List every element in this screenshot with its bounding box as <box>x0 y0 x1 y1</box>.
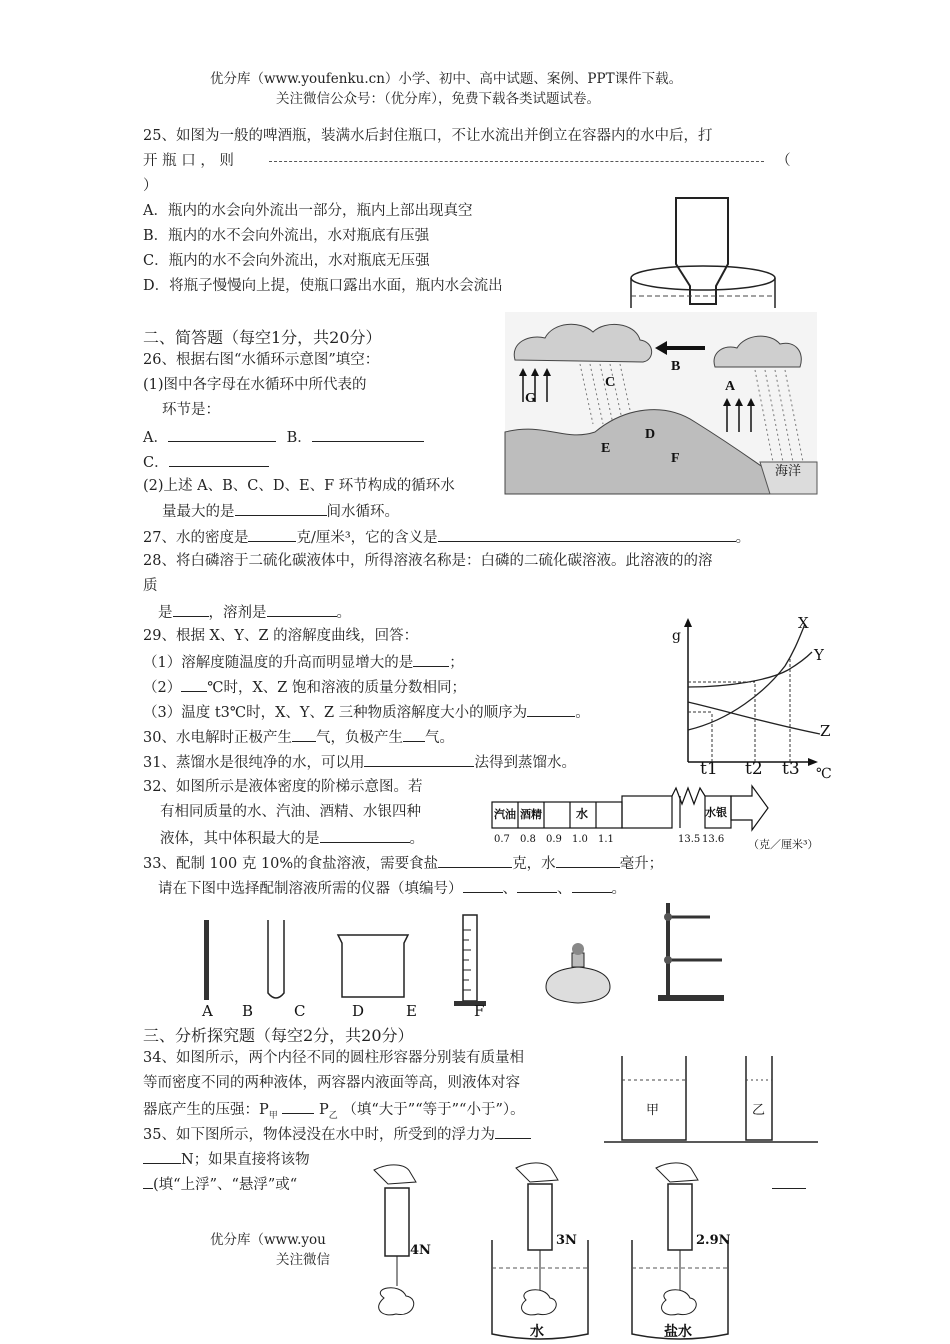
q34-sub-1: 甲 <box>268 1110 278 1121</box>
footer-line-1: 优分库（www.you <box>210 1232 326 1248</box>
curve-z <box>688 702 820 734</box>
q31-b: 法得到蒸馏水。 <box>474 755 576 771</box>
value-4: 1.1 <box>598 834 614 845</box>
q30-blank-1[interactable] <box>292 727 316 742</box>
step-break <box>672 788 705 804</box>
q35-blank-1[interactable] <box>495 1124 531 1139</box>
q26-line-3: 环节是： <box>162 402 220 418</box>
solubility-chart <box>670 612 835 782</box>
q27-b: 克/厘米³，它的含义是 <box>296 530 438 546</box>
q25-stem-2a: 开 瓶 口 ， 则 <box>143 153 234 169</box>
q35-l3: (填“上浮”、“悬浮”或“ <box>153 1177 298 1193</box>
q35-line-1 <box>143 1124 531 1144</box>
q35-blank-2[interactable] <box>143 1149 181 1164</box>
test-tube <box>268 920 284 998</box>
label-mercury: 水银 <box>705 806 727 819</box>
water-cycle-diagram <box>505 312 817 494</box>
q34-sub-2: 乙 <box>328 1110 338 1121</box>
label-jia: 甲 <box>646 1103 660 1118</box>
label-inst-a: A <box>202 1002 213 1020</box>
q25-stem-2 <box>143 152 791 170</box>
q32-blank[interactable] <box>320 828 410 843</box>
q33-inst-blank-2[interactable] <box>517 878 557 893</box>
label-inst-f: F <box>474 1002 485 1020</box>
tick-t1: t1 <box>700 759 718 779</box>
q33-sep1: 、 <box>502 881 517 897</box>
q33-salt-blank[interactable] <box>438 853 512 868</box>
q26-cycle-blank[interactable] <box>235 501 327 516</box>
q33-l2a: 请在下图中选择配制溶液所需的仪器（填编号） <box>158 881 463 897</box>
value-2: 0.9 <box>546 834 562 845</box>
q32-l3b: 。 <box>409 831 424 847</box>
q26-line-6 <box>162 501 399 521</box>
q29-line-3 <box>143 677 466 697</box>
force-label-2: 3N <box>556 1233 577 1248</box>
wc-label-f: F <box>671 451 680 466</box>
density-diagram <box>490 784 830 854</box>
iron-stand <box>658 903 724 1001</box>
label-inst-d: D <box>352 1002 365 1020</box>
q30-blank-2[interactable] <box>403 727 425 742</box>
q27 <box>143 527 750 547</box>
q27-a: 27、水的密度是 <box>143 530 249 546</box>
q25-stem-3: ） <box>143 178 158 194</box>
graduated-cylinder <box>454 915 486 1006</box>
q35-line-3 <box>143 1174 297 1194</box>
curve-label-x: X <box>798 614 809 632</box>
water-label: 水 <box>530 1324 544 1340</box>
label-inst-e: E <box>406 1002 417 1020</box>
wc-label-g: G <box>525 391 536 406</box>
q26-a-label: A． <box>143 430 168 446</box>
q31-a: 31、蒸馏水是很纯净的水，可以用 <box>143 755 365 771</box>
q35-blank-3[interactable] <box>143 1174 153 1189</box>
q29-l4a: （3）温度 t3℃时，X、Y、Z 三种物质溶解度大小的顺序为 <box>143 705 528 721</box>
container-yi <box>746 1056 772 1140</box>
wc-label-c: C <box>605 375 616 390</box>
q26-a-blank[interactable] <box>168 427 276 442</box>
q25-paren-open: （ <box>776 153 791 169</box>
arrow-head <box>731 786 768 830</box>
value-3: 1.0 <box>572 834 588 845</box>
q28-l3a: 是 <box>158 605 173 621</box>
q28-line-1: 28、将白磷溶于二硫化碳液体中，所得溶液名称是：白磷的二硫化碳溶液。此溶液的的溶 <box>143 553 713 569</box>
q26-l6b: 间水循环。 <box>326 504 399 520</box>
q30-b: 气，负极产生 <box>315 730 403 746</box>
q29-blank-2[interactable] <box>181 677 207 692</box>
q26-c <box>143 452 269 472</box>
q28-line-3 <box>158 602 351 622</box>
q29-line-2 <box>143 652 464 672</box>
value-0: 0.7 <box>494 834 510 845</box>
label-inst-b: B <box>242 1002 254 1020</box>
q34-l3a: 器底产生的压强：P <box>143 1102 269 1118</box>
wc-label-d: D <box>645 427 656 442</box>
q32-line-3 <box>160 828 424 848</box>
salt-water-label: 盐水 <box>664 1324 692 1340</box>
force-label-1: 4N <box>410 1243 431 1258</box>
value-5: 13.5 <box>678 834 701 845</box>
q26-line-2: (1)图中各字母在水循环中所代表的 <box>143 377 367 393</box>
container-jia <box>622 1056 686 1140</box>
tick-t2: t2 <box>745 759 763 779</box>
header-line-1: 优分库（www.youfenku.cn）小学、初中、高中试题、案例、PPT课件下载。 <box>210 71 683 87</box>
label-gasoline: 汽油 <box>494 808 516 821</box>
section-3-title: 三、分析探究题（每空2分，共20分） <box>143 1026 414 1045</box>
q28-l3c: 。 <box>336 605 351 621</box>
q34-line-1: 34、如图所示，两个内径不同的圆柱形容器分别装有质量相 <box>143 1050 524 1066</box>
q34-l3b: P <box>319 1102 329 1118</box>
label-water: 水 <box>576 807 589 821</box>
q29-l2b: ； <box>449 655 464 671</box>
q34-line-2: 等而密度不同的两种液体，两容器内液面等高，则液体对容 <box>143 1075 520 1091</box>
wc-label-e: E <box>601 441 611 456</box>
q26-line-1: 26、根据右图“水循环示意图”填空： <box>143 352 380 368</box>
containers-figure <box>600 1052 820 1152</box>
q32-line-2: 有相同质量的水、汽油、酒精、水银四种 <box>160 804 421 820</box>
ocean-label: 海洋 <box>775 464 802 479</box>
curve-x <box>688 624 805 730</box>
q35-blank-right[interactable] <box>772 1174 806 1194</box>
q25-option-b[interactable]: B．瓶内的水不会向外流出，水对瓶底有压强 <box>143 228 430 244</box>
q30-c: 气。 <box>424 730 454 746</box>
value-1: 0.8 <box>520 834 536 845</box>
q28-blank-2[interactable] <box>267 602 337 617</box>
q31 <box>143 752 576 772</box>
q27-blank-1[interactable] <box>248 527 296 542</box>
q30 <box>143 727 454 747</box>
q29-l3a: （2） <box>143 680 182 696</box>
q33-water-blank[interactable] <box>556 853 620 868</box>
q32-l3a: 液体，其中体积最大的是 <box>160 831 320 847</box>
q34-l3c: （填“大于”“等于”“小于”）。 <box>342 1102 525 1118</box>
bottle-figure <box>628 196 778 311</box>
q30-a: 30、水电解时正极产生 <box>143 730 292 746</box>
q29-blank-3[interactable] <box>527 702 575 717</box>
label-alcohol: 酒精 <box>520 808 542 821</box>
q26-l6a: 量最大的是 <box>162 504 235 520</box>
q33-inst-blank-1[interactable] <box>463 878 503 893</box>
q33-b: 克，水 <box>512 856 556 872</box>
label-inst-c: C <box>294 1002 306 1020</box>
q34-line-3 <box>143 1099 525 1125</box>
q25-option-a[interactable]: A．瓶内的水会向外流出一部分，瓶内上部出现真空 <box>143 203 473 219</box>
step-2 <box>622 796 672 828</box>
q33-line-1 <box>143 853 663 873</box>
q35-l2a: N；如果直接将该物 <box>181 1152 310 1168</box>
q28-l3b: ，溶剂是 <box>208 605 267 621</box>
section-2-title: 二、简答题（每空1分，共20分） <box>143 328 382 347</box>
q29-l2a: （1）溶解度随温度的升高而明显增大的是 <box>143 655 414 671</box>
bottle-outline <box>676 198 728 304</box>
q29-line-4 <box>143 702 590 722</box>
force-label-3: 2.9N <box>696 1233 731 1248</box>
x-axis-unit: ℃ <box>816 766 832 782</box>
q26-line-5: (2)上述 A、B、C、D、E、F 环节构成的循环水 <box>143 478 455 494</box>
q26-ab <box>143 427 424 447</box>
q28-line-2: 质 <box>143 578 158 594</box>
q28-blank-1[interactable] <box>173 602 209 617</box>
instruments-figure <box>190 895 740 1020</box>
footer-line-2: 关注微信 <box>276 1252 330 1268</box>
curve-label-z: Z <box>820 722 831 740</box>
q27-blank-2[interactable] <box>438 527 736 542</box>
q33-c: 毫升； <box>619 856 664 872</box>
q26-b-label: B． <box>286 430 312 446</box>
q33-a: 33、配制 100 克 10%的食盐溶液，需要食盐 <box>143 856 439 872</box>
wc-label-b: B <box>671 359 681 374</box>
beaker <box>338 935 408 997</box>
container-rim <box>631 266 775 290</box>
curve-label-y: Y <box>814 646 824 664</box>
q25-stem-1: 25、如图为一般的啤酒瓶，装满水后封住瓶口，不让水流出并倒立在容器内的水中后，打 <box>143 128 713 144</box>
q35-l1: 35、如下图所示，物体浸没在水中时，所受到的浮力为 <box>143 1127 495 1143</box>
tick-t3: t3 <box>782 759 800 779</box>
q33-inst-blank-3[interactable] <box>572 878 612 893</box>
q32-line-1: 32、如图所示是液体密度的阶梯示意图。若 <box>143 779 423 795</box>
q34-blank[interactable] <box>282 1099 314 1114</box>
q29-line-1: 29、根据 X、Y、Z 的溶解度曲线，回答： <box>143 628 419 644</box>
q33-end: 。 <box>611 881 626 897</box>
q29-l3b: ℃时，X、Z 饱和溶液的质量分数相同； <box>207 680 466 696</box>
q26-c-blank[interactable] <box>169 452 269 467</box>
alcohol-lamp <box>546 943 610 1003</box>
q25-option-d[interactable]: D．将瓶子慢慢向上提，使瓶口露出水面，瓶内水会流出 <box>143 278 503 294</box>
header-line-2: 关注微信公众号：（优分库），免费下载各类试题试卷。 <box>276 91 600 107</box>
q25-dash-blank[interactable] <box>269 161 764 162</box>
q25-option-c[interactable]: C．瓶内的水不会向外流出，水对瓶底无压强 <box>143 253 430 269</box>
q26-c-label: C． <box>143 455 169 471</box>
value-6: 13.6 <box>702 834 725 845</box>
wc-label-a: A <box>725 379 736 394</box>
q27-c: 。 <box>735 530 751 546</box>
density-unit: （克／厘米³） <box>748 838 819 851</box>
label-yi: 乙 <box>752 1103 766 1118</box>
q29-l4b: 。 <box>575 705 590 721</box>
q26-b-blank[interactable] <box>312 427 424 442</box>
q29-blank-1[interactable] <box>413 652 449 667</box>
q35-line-2 <box>143 1149 310 1169</box>
glass-rod <box>204 920 209 1000</box>
y-axis-label: g <box>672 628 681 644</box>
q31-blank[interactable] <box>364 752 474 767</box>
spring-scale-figure <box>330 1158 760 1344</box>
q33-sep2: 、 <box>557 881 572 897</box>
